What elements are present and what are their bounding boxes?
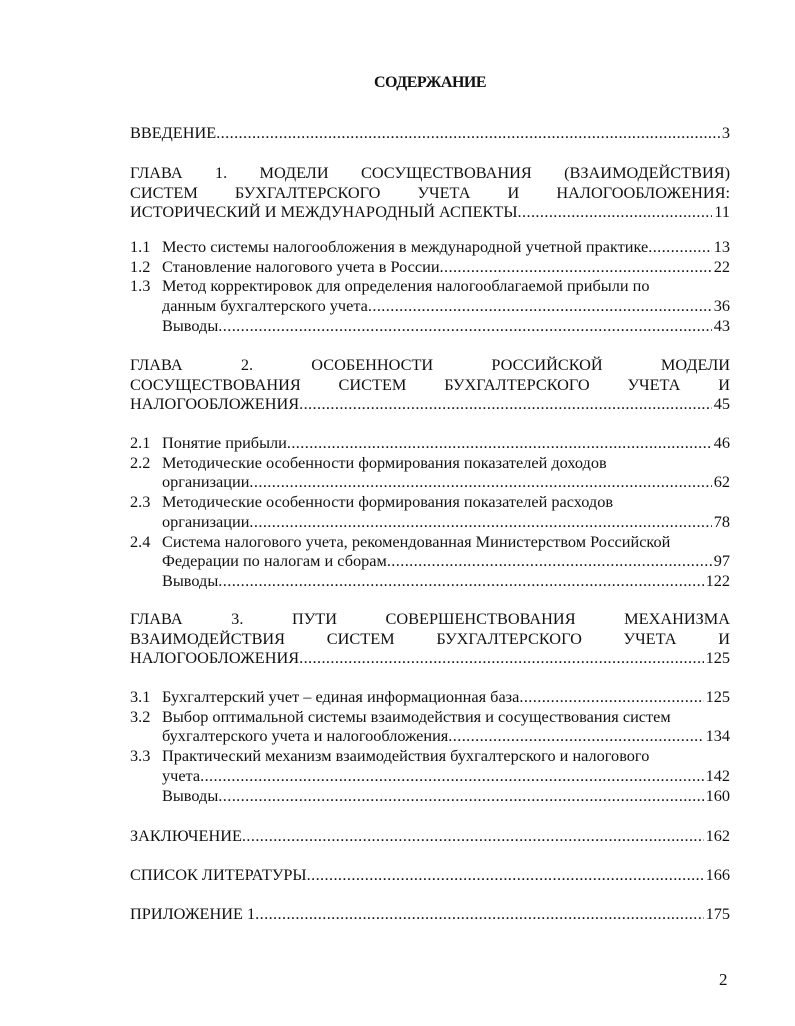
page-number: 2	[719, 970, 728, 989]
toc-page: 160	[705, 785, 730, 805]
toc-page: 43	[713, 315, 730, 335]
toc-entry-conclusions	[130, 571, 730, 591]
dot-leader	[242, 826, 704, 846]
dot-leader	[299, 648, 703, 668]
section-title-cont: организации	[162, 472, 250, 492]
chapter-heading-line: НАЛОГООБЛОЖЕНИЯ	[130, 648, 300, 668]
toc-page: 142	[705, 765, 730, 785]
toc-entry	[130, 707, 730, 746]
section-title: Методические особенности формирования показателей расходов	[162, 492, 614, 512]
dot-leader	[440, 257, 712, 277]
dot-leader	[218, 316, 711, 336]
dot-leader	[648, 237, 712, 257]
toc-page: 62	[713, 472, 730, 492]
dot-leader	[200, 766, 703, 786]
toc-page: 122	[705, 570, 730, 590]
toc-page: 78	[713, 511, 730, 531]
toc-entry	[130, 257, 730, 277]
toc-page: 46	[713, 433, 730, 452]
section-title: Выводы	[162, 785, 219, 805]
toc-label: СПИСОК ЛИТЕРАТУРЫ	[130, 865, 307, 884]
toc-entry	[130, 453, 730, 492]
toc-entry	[130, 276, 730, 315]
toc-label: ПРИЛОЖЕНИЕ 1	[130, 904, 256, 923]
section-title: Бухгалтерский учет – единая информационная база	[162, 687, 520, 706]
section-title: Практический механизм взаимодействия бухгалтерского и налогового	[162, 746, 650, 766]
toc-entry	[130, 687, 730, 707]
toc-entry-conclusions	[130, 786, 730, 806]
toc-entry	[130, 492, 730, 531]
chapter-heading-line: НАЛОГООБЛОЖЕНИЯ	[130, 394, 300, 414]
toc-chapter-3-sections	[130, 687, 730, 805]
chapter-heading-line: ВЗАИМОДЕЙСТВИЯ СИСТЕМ БУХГАЛТЕРСКОГО УЧЕТА И	[130, 628, 730, 648]
dot-leader	[249, 472, 711, 492]
dot-leader	[307, 865, 704, 885]
dot-leader	[518, 202, 713, 222]
dot-leader	[287, 433, 712, 453]
dot-leader	[218, 571, 703, 591]
section-number: 2.4	[130, 531, 151, 551]
section-title-cont: учета	[162, 765, 201, 785]
section-title-cont: организации	[162, 511, 250, 531]
toc-chapter-3	[130, 609, 730, 668]
dot-leader	[218, 786, 703, 806]
toc-entry	[130, 532, 730, 571]
toc-intro	[130, 123, 730, 143]
toc-page: 13	[713, 237, 730, 256]
toc-references	[130, 865, 730, 885]
section-number: 2.3	[130, 492, 151, 512]
toc-label: ЗАКЛЮЧЕНИЕ	[130, 826, 242, 845]
toc-chapter-2-sections	[130, 433, 730, 591]
dot-leader	[387, 551, 712, 571]
toc-page: 175	[705, 904, 730, 923]
chapter-heading-line: СИСТЕМ БУХГАЛТЕРСКОГО УЧЕТА И НАЛОГООБЛОЖЕНИЯ:	[130, 182, 730, 202]
section-title: Метод корректировок для определения налогооблагаемой прибыли по	[162, 276, 650, 296]
section-number: 1.1	[130, 237, 151, 256]
toc-chapter-2	[130, 355, 730, 414]
toc-chapter-1	[130, 163, 730, 222]
dot-leader	[249, 512, 711, 532]
chapter-heading-line: ГЛАВА 1. МОДЕЛИ СОСУЩЕСТВОВАНИЯ (ВЗАИМОДЕЙСТВИЯ)	[130, 163, 730, 182]
page-title: СОДЕРЖАНИЕ	[373, 74, 487, 91]
section-number: 1.3	[130, 276, 151, 296]
toc-entry	[130, 237, 730, 257]
toc-page: 3	[721, 123, 730, 142]
section-title: Понятие прибыли	[162, 433, 287, 452]
section-title-cont: бухгалтерского учета и налогообложения	[162, 726, 449, 746]
chapter-heading-line: СОСУЩЕСТВОВАНИЯ СИСТЕМ БУХГАЛТЕРСКОГО УЧЕТА И	[130, 374, 730, 394]
section-title: Выводы	[162, 570, 219, 590]
section-number: 2.1	[130, 433, 151, 452]
toc-page: 125	[705, 687, 730, 706]
section-title: Становление налогового учета в России	[162, 256, 440, 276]
toc-page: 125	[705, 648, 730, 668]
toc-page: 166	[705, 865, 730, 884]
toc-entry	[130, 433, 730, 453]
dot-leader	[519, 687, 703, 707]
toc-page: 36	[713, 296, 730, 316]
toc-chapter-1-sections	[130, 237, 730, 336]
section-number: 2.2	[130, 452, 151, 472]
toc-label: ВВЕДЕНИЕ	[130, 123, 217, 142]
section-title-cont: Федерации по налогам и сборам	[162, 551, 387, 571]
toc-page: 134	[705, 726, 730, 746]
section-number: 3.3	[130, 746, 151, 766]
toc-page: 45	[713, 394, 730, 414]
toc-page: 97	[713, 551, 730, 571]
dot-leader	[368, 296, 712, 316]
dot-leader	[255, 904, 703, 924]
dot-leader	[299, 394, 712, 414]
toc-page: 162	[705, 826, 730, 845]
toc-appendix	[130, 904, 730, 924]
chapter-heading-line: ГЛАВА 2. ОСОБЕННОСТИ РОССИЙСКОЙ МОДЕЛИ	[130, 355, 730, 374]
toc-conclusion	[130, 826, 730, 846]
dot-leader	[448, 726, 703, 746]
chapter-heading-line: ГЛАВА 3. ПУТИ СОВЕРШЕНСТВОВАНИЯ МЕХАНИЗМА	[130, 609, 730, 628]
toc-page: 11	[714, 202, 730, 222]
chapter-heading-line: ИСТОРИЧЕСКИЙ И МЕЖДУНАРОДНЫЙ АСПЕКТЫ	[130, 202, 518, 222]
toc-page: 22	[713, 256, 730, 276]
section-title: Выводы	[162, 315, 219, 335]
section-title: Методические особенности формирования показателей доходов	[162, 452, 607, 472]
section-number: 3.2	[130, 706, 151, 726]
section-title: Выбор оптимальной системы взаимодействия и сосуществования систем	[162, 706, 671, 726]
section-number: 3.1	[130, 687, 151, 706]
section-title: Место системы налогообложения в международной учетной практике	[162, 237, 649, 256]
toc-entry	[130, 746, 730, 785]
toc-entry-conclusions	[130, 316, 730, 336]
section-title: Система налогового учета, рекомендованная Министерством Российской	[162, 531, 671, 551]
dot-leader	[216, 123, 720, 143]
section-number: 1.2	[130, 256, 151, 276]
section-title-cont: данным бухгалтерского учета	[162, 296, 368, 316]
